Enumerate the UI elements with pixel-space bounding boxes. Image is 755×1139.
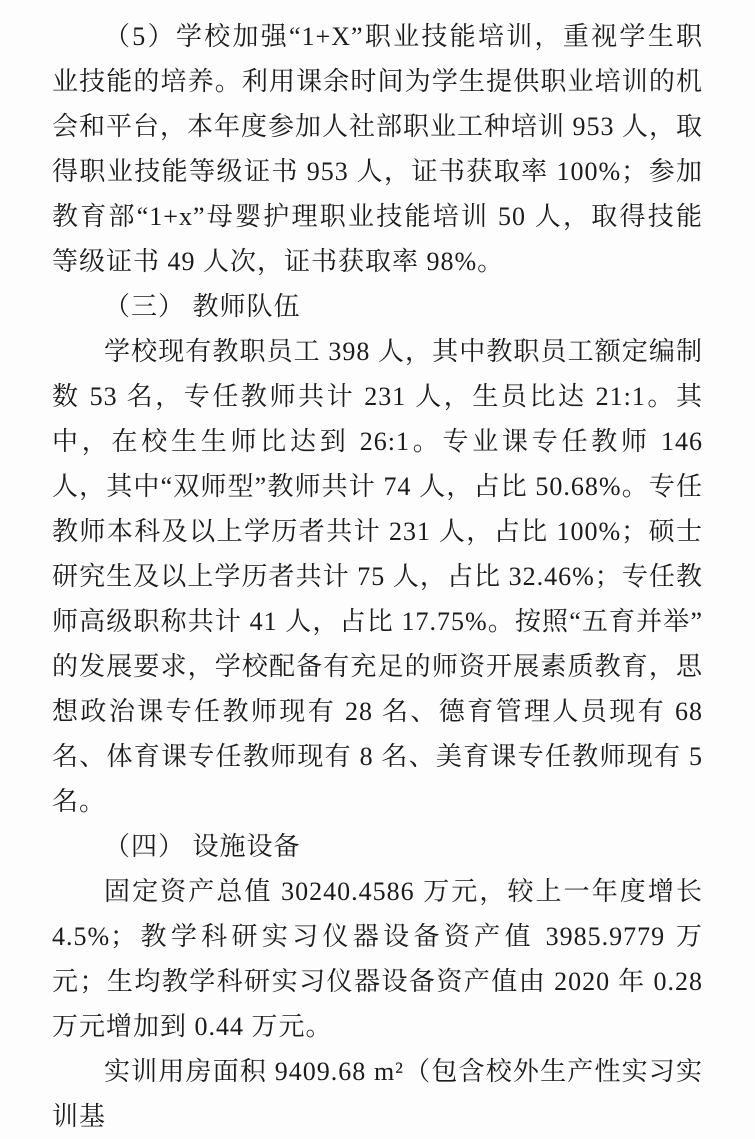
paragraph-teacher-statistics: 学校现有教职员工 398 人，其中教职员工额定编制数 53 名，专任教师共计 231 人，生员比达 21:1。其中，在校生生师比达到 26:1。专业课专任教师 146 人，其中“双师型”教师共计 74 人，占比 50.68%。专任教师本科及以上学历者共计 231 人，占比 100%；硕士研究生及以上学历者共计 75 人，占比 32.46%；专任教师高级职称共计 41 人，占比 17.75%。按照“五育并举”的发展要求，学校配备有充足的师资开展素质教育，思想政治课专任教师现有 28 名、德育管理人员现有 68 名、体育课专任教师现有 8 名、美育课专任教师现有 5 名。 xyxy=(52,337,703,816)
paragraph-training-room-area: 实训用房面积 9409.68 m²（包含校外生产性实习实训基 xyxy=(52,1057,703,1131)
section-heading-facilities-equipment: （四） 设施设备 xyxy=(104,832,301,861)
section-heading-teacher-team: （三） 教师队伍 xyxy=(104,292,301,321)
paragraph-fixed-assets: 固定资产总值 30240.4586 万元，较上一年度增长 4.5%；教学科研实习仪器设备资产值 3985.9779 万元；生均教学科研实习仪器设备资产值由 2020 年 0.28 万元增加到 0.44 万元。 xyxy=(52,877,703,1041)
document-body xyxy=(52,14,703,1139)
paragraph-vocational-skill-training: （5）学校加强“1+X”职业技能培训，重视学生职业技能的培养。利用课余时间为学生提供职业培训的机会和平台，本年度参加人社部职业工种培训 953 人，取得职业技能等级证书 953 人，证书获取率 100%；参加教育部“1+x”母婴护理职业技能培训 50 人，取得技能等级证书 49 人次，证书获取率 98%。 xyxy=(52,22,704,276)
